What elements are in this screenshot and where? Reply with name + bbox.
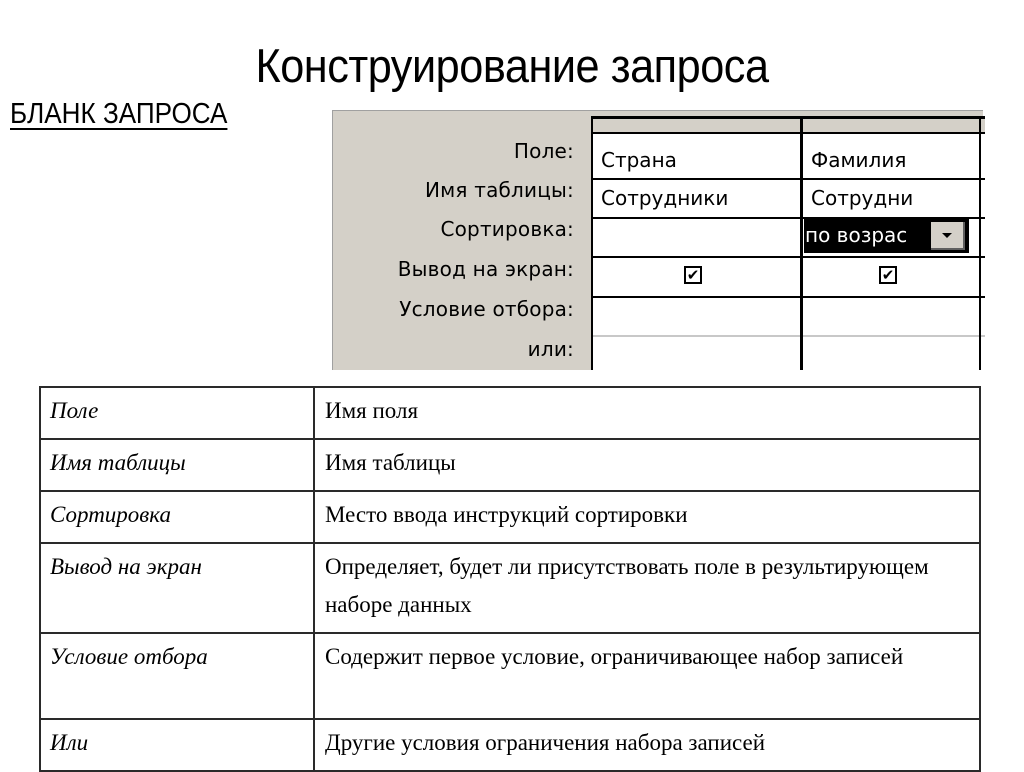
sort-dropdown-value: по возрас [805,223,908,247]
table-cell[interactable]: Сотрудни [811,186,914,210]
sort-cell[interactable] [593,220,801,254]
term-cell: Или [40,719,314,771]
row-label-or: или: [527,337,574,361]
definition-cell: Имя поля [314,387,980,439]
slide-title: Конструирование запроса [255,39,769,92]
criteria-cell[interactable] [593,300,801,334]
sort-dropdown[interactable] [804,219,969,253]
definition-cell: Содержит первое условие, ограничивающее набор записей [314,633,980,719]
section-label: БЛАНК ЗАПРОСА [10,98,228,130]
field-cell[interactable]: Страна [601,148,677,172]
row-label-field: Поле: [513,139,574,163]
table-row [40,439,980,491]
show-checkbox[interactable] [684,266,702,284]
row-label-sort: Сортировка: [440,217,574,241]
query-column-1 [593,116,801,370]
description-table [39,386,981,772]
checkmark-icon: ✔ [686,266,700,284]
table-cell[interactable]: Сотрудники [601,186,729,210]
show-checkbox[interactable] [879,266,897,284]
or-cell[interactable] [803,339,981,369]
row-label-table: Имя таблицы: [424,178,574,202]
query-grid-cells [591,116,985,370]
term-cell: Сортировка [40,491,314,543]
field-cell[interactable]: Фамилия [811,148,907,172]
term-cell: Имя таблицы [40,439,314,491]
chevron-down-icon [942,233,952,238]
criteria-cell[interactable] [803,300,981,334]
table-row [40,633,980,719]
row-labels-panel [333,111,590,370]
table-row [40,387,980,439]
column-divider [979,116,981,370]
term-cell: Условие отбора [40,633,314,719]
term-cell: Вывод на экран [40,543,314,633]
row-label-show: Вывод на экран: [397,257,574,281]
table-row [40,719,980,771]
query-column-2 [803,116,981,370]
definition-cell: Место ввода инструкций сортировки [314,491,980,543]
table-row [40,491,980,543]
or-cell[interactable] [593,339,801,369]
query-design-grid [332,110,983,370]
dropdown-button[interactable] [931,222,965,250]
term-cell: Поле [40,387,314,439]
row-label-criteria: Условие отбора: [399,297,574,321]
checkmark-icon: ✔ [881,266,895,284]
definition-cell: Имя таблицы [314,439,980,491]
definition-cell: Другие условия ограничения набора записей [314,719,980,771]
table-row [40,543,980,633]
definition-cell: Определяет, будет ли присутствовать поле в результирующем наборе данных [314,543,980,633]
